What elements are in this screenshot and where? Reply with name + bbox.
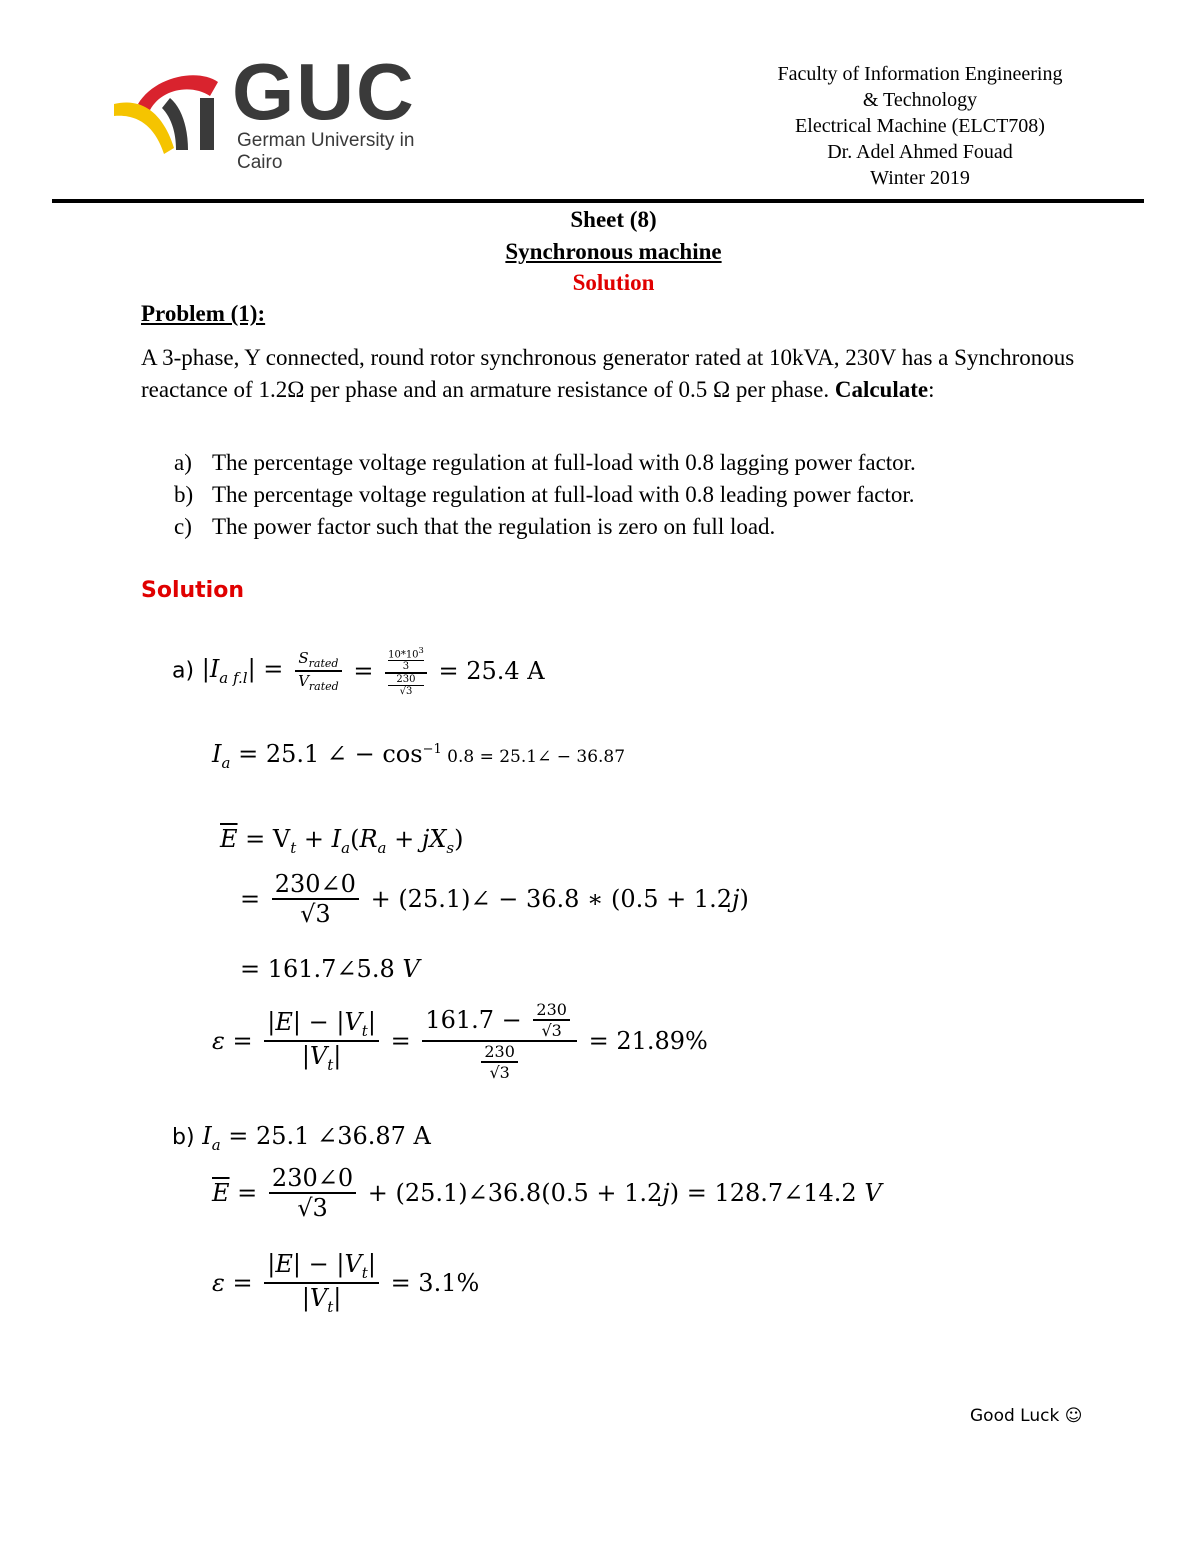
fraction [272, 870, 359, 928]
expr: = 25.1 ∠36.87 A [228, 1122, 431, 1150]
num: 230 [396, 674, 416, 686]
exp: 3 [418, 645, 424, 655]
guc-emblem-icon [110, 58, 235, 158]
eq-b-current: b) $I_a = 25.1$ ∠36.87 A [172, 1122, 431, 1154]
result: = 21.89% [588, 1027, 708, 1055]
eq-e-result: = 161.7∠5.8 V [240, 955, 420, 983]
guc-logo [110, 47, 450, 173]
eq-a-phasor: $I_a = 25.1$ ∠ − $\cos^{-1} 0.8$ = 25.1∠ − 36.87 [212, 740, 626, 772]
header-line: Electrical Machine (ELCT708) [795, 115, 1045, 137]
eq-label: b) [172, 1125, 195, 1150]
result: = 3.1% [390, 1268, 480, 1297]
item-text: The percentage voltage regulation at full-load with 0.8 lagging power factor. [212, 450, 916, 475]
list-item [174, 450, 916, 476]
eq-e-substitution: = $\frac{230\angle 0}{√3}$ + (25.1)∠ − 36.8 ∗ (0.5 + 1.2j) [240, 870, 749, 928]
eq-a-current: a) $|I_{a f.l}|$ = $\frac{S_{rated}}{V_{rated}}$ = $10*10^3$ 3 230 √3 = 25.4 A [172, 645, 545, 698]
header-line: Dr. Adel Ahmed Fouad [827, 141, 1013, 163]
list-item [174, 514, 775, 540]
num: 230 [484, 1042, 515, 1061]
eq-label: a) [172, 658, 195, 684]
num: 10*10 [388, 649, 419, 661]
footer-note: Good Luck ☺ [970, 1406, 1083, 1426]
fraction [385, 645, 427, 697]
item-text: The percentage voltage regulation at full-load with 0.8 leading power factor. [212, 482, 915, 507]
den: √3 [481, 1061, 518, 1082]
fraction [481, 1042, 518, 1082]
expr: + (25.1)∠ − 36.8 ∗ (0.5 + 1.2 [370, 885, 733, 913]
fraction [533, 1000, 570, 1040]
header-line: Winter 2019 [870, 167, 970, 189]
item-text: The power factor such that the regulation is zero on full load. [212, 514, 776, 539]
eq-epsilon-b: ε = $\frac{|E| - |V_t|}{|V_t|}$ = 3.1% [212, 1250, 480, 1316]
header-line: Faculty of Information Engineering [777, 63, 1063, 85]
result: = 25.4 A [438, 657, 545, 686]
num: 230∠0 [274, 870, 356, 898]
expr: = V [245, 825, 291, 853]
den: √3 [269, 1192, 356, 1222]
fraction: $\frac{|E| - |V_t|}{|V_t|}$ [264, 1008, 379, 1074]
fraction [269, 1164, 356, 1222]
calculate-word: Calculate [834, 377, 929, 402]
item-label: b) [174, 482, 194, 507]
eq-epsilon-a: ε = $\frac{|E| - |V_t|}{|V_t|}$ = 161.7 − $\frac{230}{√3}$ $\frac{230}{√3}$ = 21.89% [212, 1000, 708, 1082]
problem-statement [141, 342, 1101, 406]
fraction: $\frac{|E| - |V_t|}{|V_t|}$ [264, 1250, 379, 1316]
solution-heading: Solution [141, 578, 244, 603]
logo-subtitle: German University in Cairo [237, 130, 415, 173]
den: √3 [388, 685, 424, 697]
header-line: & Technology [862, 89, 978, 111]
problem-text: A 3-phase, Y connected, round rotor synchronous generator rated at 10kVA, 230V has a Synchronous reactance of 1.2Ω per phase and an armature resistance of 0.5 Ω per phase. [141, 345, 1075, 402]
sheet-title: Sheet (8) [570, 207, 657, 232]
exp: −1 [422, 742, 442, 757]
expr: = 161.7∠5.8 [240, 955, 395, 983]
colon: : [928, 377, 935, 402]
num: 230∠0 [271, 1164, 354, 1192]
problem-heading: Problem (1): [141, 301, 266, 326]
den: √3 [272, 898, 359, 928]
num: 161.7 − [425, 1006, 522, 1034]
solution-label: Solution [572, 270, 655, 295]
expr: 0.8 = 25.1∠ − 36.87 [441, 747, 626, 767]
list-item [174, 482, 915, 508]
expr: = 25.1 ∠ − cos [238, 740, 423, 768]
den: √3 [533, 1019, 570, 1040]
fraction [422, 1000, 577, 1082]
expr: ) = 128.7∠14.2 [669, 1179, 857, 1207]
header-block [730, 61, 1110, 191]
subject-title: Synchronous machine [505, 239, 722, 264]
den: 3 [388, 660, 424, 672]
eq-e-definition: $\overline{E} = V_t + I_a(R_a + jX_s)$ [220, 825, 464, 857]
expr: + (25.1)∠36.8(0.5 + 1.2 [367, 1179, 663, 1207]
header-divider [52, 199, 1144, 203]
eq-b-e: $\overline{E}$ = $\frac{230\angle 0}{√3}$ + (25.1)∠36.8(0.5 + 1.2j) = 128.7∠14.2 V [212, 1164, 882, 1222]
num: 230 [536, 1000, 567, 1019]
item-label: a) [174, 450, 192, 475]
fraction: $\frac{S_{rated}}{V_{rated}}$ [295, 649, 342, 693]
logo-mark: GUC [232, 47, 416, 136]
item-label: c) [174, 514, 192, 539]
